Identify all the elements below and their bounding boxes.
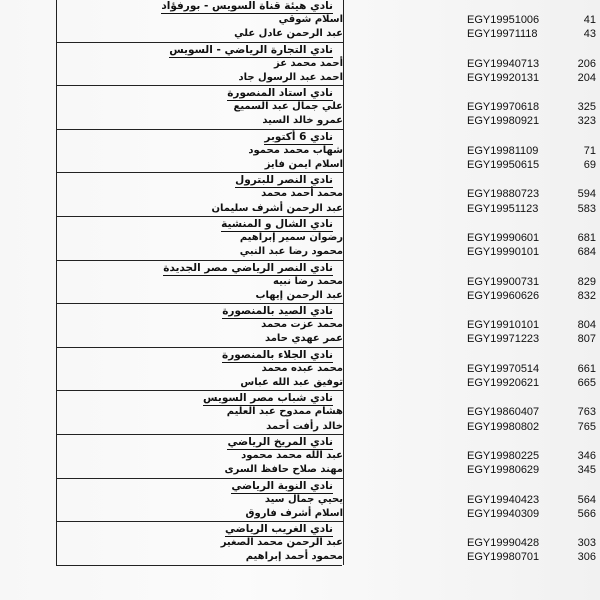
column-divider	[343, 303, 344, 347]
player-id: EGY19860407	[467, 406, 540, 419]
club-block	[56, 434, 596, 478]
player-name: عبد الرحمن إيهاب	[255, 289, 343, 301]
column-divider	[343, 0, 344, 42]
club-name: نادي النوبة الرياضي	[231, 479, 333, 492]
player-name: خالد رأفت أحمد	[266, 420, 343, 432]
club-name: نادي الغريب الرياضي	[225, 523, 333, 536]
club-block	[56, 0, 596, 42]
club-header	[57, 85, 343, 100]
player-name: أحمد محمد عز	[273, 57, 343, 69]
column-divider	[343, 434, 344, 478]
club-header	[57, 42, 343, 57]
club-header	[57, 478, 343, 493]
player-id: EGY19980802	[467, 420, 540, 433]
player-row	[57, 71, 596, 85]
player-number: 832	[577, 289, 596, 302]
player-number: 306	[577, 551, 596, 564]
player-id: EGY19980629	[467, 464, 540, 477]
club-name: نادي التجارة الرياضي - السويس	[169, 43, 333, 56]
player-id: EGY19980701	[467, 551, 540, 564]
player-name: توفيق عبد الله عباس	[240, 377, 343, 389]
player-id: EGY19940309	[467, 507, 540, 520]
player-id: EGY19980921	[467, 115, 540, 128]
club-name: نادي شباب مصر السويس	[203, 392, 333, 405]
club-header	[57, 521, 343, 536]
player-number: 681	[577, 231, 596, 244]
club-name: نادي المريخ الرياضي	[227, 435, 333, 448]
player-number: 71	[583, 144, 596, 157]
player-row	[57, 231, 596, 245]
player-number: 829	[577, 275, 596, 288]
club-header	[57, 216, 343, 231]
player-row	[57, 550, 596, 564]
player-row	[57, 158, 596, 172]
club-block	[56, 303, 596, 347]
player-id: EGY19920621	[467, 377, 540, 390]
player-number: 765	[577, 420, 596, 433]
player-name: يحيي جمال سيد	[264, 493, 343, 505]
player-row	[57, 202, 596, 216]
player-id: EGY19900731	[467, 275, 540, 288]
player-id: EGY19960626	[467, 289, 540, 302]
player-id: EGY19951123	[467, 202, 539, 215]
player-row	[57, 57, 596, 71]
player-number: 804	[577, 319, 596, 332]
player-id: EGY19970514	[467, 362, 540, 375]
player-name: محمود رضا عبد النبي	[239, 246, 343, 258]
player-name: عبد الرحمن محمد الصغير	[220, 537, 343, 549]
column-divider	[343, 42, 344, 86]
player-row	[57, 27, 596, 41]
player-number: 323	[577, 115, 596, 128]
player-name: احمد عبد الرسول جاد	[238, 71, 343, 83]
player-name: مهند صلاح حافظ السرى	[224, 464, 343, 476]
player-id: EGY19971118	[467, 28, 538, 41]
player-id: EGY19910101	[467, 319, 540, 332]
player-name: محمد عزت محمد	[261, 319, 343, 331]
player-name: عمرو خالد السيد	[262, 115, 343, 127]
player-name: عمر عهدي حامد	[264, 333, 343, 345]
column-divider	[343, 172, 344, 216]
player-id: EGY19990601	[467, 231, 540, 244]
player-row	[57, 362, 596, 376]
player-number: 665	[577, 377, 596, 390]
player-name: اسلام ايمن فايز	[264, 159, 343, 171]
player-name: اسلام أشرف فاروق	[245, 507, 343, 519]
club-name: نادي استاد المنصورة	[227, 87, 333, 100]
club-name: نادي النصر الرياضي مصر الجديدة	[163, 261, 333, 274]
column-divider	[343, 216, 344, 260]
player-row	[57, 114, 596, 128]
column-divider	[343, 260, 344, 304]
player-row	[57, 536, 596, 550]
player-name: محمود أحمد إبراهيم	[245, 551, 343, 563]
player-name: محمد عبده محمد	[261, 362, 343, 374]
club-header	[57, 434, 343, 449]
player-number: 594	[577, 188, 596, 201]
club-name: نادي النصر للبترول	[235, 174, 333, 187]
club-block	[56, 521, 596, 565]
player-row	[57, 144, 596, 158]
player-id: EGY19951006	[467, 14, 540, 26]
club-block	[56, 172, 596, 216]
player-number: 41	[583, 14, 596, 26]
club-name: نادي 6 أكتوبر	[264, 130, 333, 143]
player-name: عبد الله محمد محمود	[241, 449, 343, 461]
player-row	[57, 493, 596, 507]
player-number: 566	[577, 507, 596, 520]
player-id: EGY19981109	[467, 144, 539, 157]
club-block	[56, 478, 596, 522]
club-block	[56, 347, 596, 391]
player-number: 763	[577, 406, 596, 419]
player-number: 345	[577, 464, 596, 477]
club-name: نادي الجلاء بالمنصورة	[222, 348, 333, 361]
player-id: EGY19990428	[467, 537, 540, 550]
player-row	[57, 275, 596, 289]
column-divider	[343, 521, 344, 565]
player-row	[57, 289, 596, 303]
player-number: 807	[577, 333, 596, 346]
player-number: 325	[577, 101, 596, 114]
player-id: EGY19970618	[467, 101, 540, 114]
player-number: 43	[583, 28, 596, 41]
player-id: EGY19990101	[467, 246, 540, 259]
club-roster-table	[56, 0, 596, 566]
club-block	[56, 42, 596, 86]
player-number: 564	[577, 493, 596, 506]
club-header	[57, 303, 343, 318]
player-id: EGY19940423	[467, 493, 540, 506]
player-number: 661	[577, 362, 596, 375]
player-id: EGY19920131	[467, 71, 540, 84]
player-id: EGY19950615	[467, 159, 540, 172]
player-number: 583	[577, 202, 596, 215]
player-row	[57, 507, 596, 521]
player-row	[57, 405, 596, 419]
player-id: EGY19971223	[467, 333, 540, 346]
club-name: نادي هيئة قناة السويس - بورفؤاد	[161, 0, 333, 12]
club-header	[57, 347, 343, 362]
club-block	[56, 85, 596, 129]
club-header	[57, 390, 343, 405]
club-header	[57, 0, 343, 13]
club-block	[56, 216, 596, 260]
player-number: 684	[577, 246, 596, 259]
player-name: محمد رضا نبيه	[273, 275, 343, 287]
player-row	[57, 318, 596, 332]
club-name: نادي الشال و المنشية	[221, 217, 333, 230]
player-row	[57, 187, 596, 201]
player-id: EGY19880723	[467, 188, 540, 201]
player-number: 346	[577, 449, 596, 462]
player-row	[57, 449, 596, 463]
player-number: 204	[577, 71, 596, 84]
column-divider	[343, 129, 344, 173]
player-name: شهاب محمد محمود	[248, 144, 343, 156]
player-number: 206	[577, 57, 596, 70]
player-row	[57, 13, 596, 27]
column-divider	[343, 390, 344, 434]
club-header	[57, 129, 343, 144]
player-row	[57, 100, 596, 114]
club-header	[57, 260, 343, 275]
player-id: EGY19980225	[467, 449, 540, 462]
player-number: 69	[583, 159, 596, 172]
player-id: EGY19940713	[467, 57, 540, 70]
player-name: علي جمال عبد السميع	[233, 101, 343, 113]
player-number: 303	[577, 537, 596, 550]
player-row	[57, 376, 596, 390]
table-bottom-rule	[56, 565, 342, 566]
player-name: محمد أحمد محمد	[261, 188, 343, 200]
club-header	[57, 172, 343, 187]
player-row	[57, 420, 596, 434]
club-block	[56, 390, 596, 434]
player-name: عبد الرحمن أشرف سليمان	[211, 202, 343, 214]
player-name: عبد الرحمن عادل علي	[234, 28, 343, 40]
column-divider	[343, 85, 344, 129]
player-row	[57, 245, 596, 259]
player-row	[57, 332, 596, 346]
club-name: نادي الصيد بالمنصورة	[222, 305, 333, 318]
club-block	[56, 129, 596, 173]
club-block	[56, 260, 596, 304]
player-name: رضوان سمير إبراهيم	[239, 231, 343, 243]
player-name: هشام ممدوح عبد العليم	[226, 406, 343, 418]
column-divider	[343, 347, 344, 391]
player-row	[57, 463, 596, 477]
player-name: اسلام شوقي	[278, 14, 343, 25]
column-divider	[343, 478, 344, 522]
